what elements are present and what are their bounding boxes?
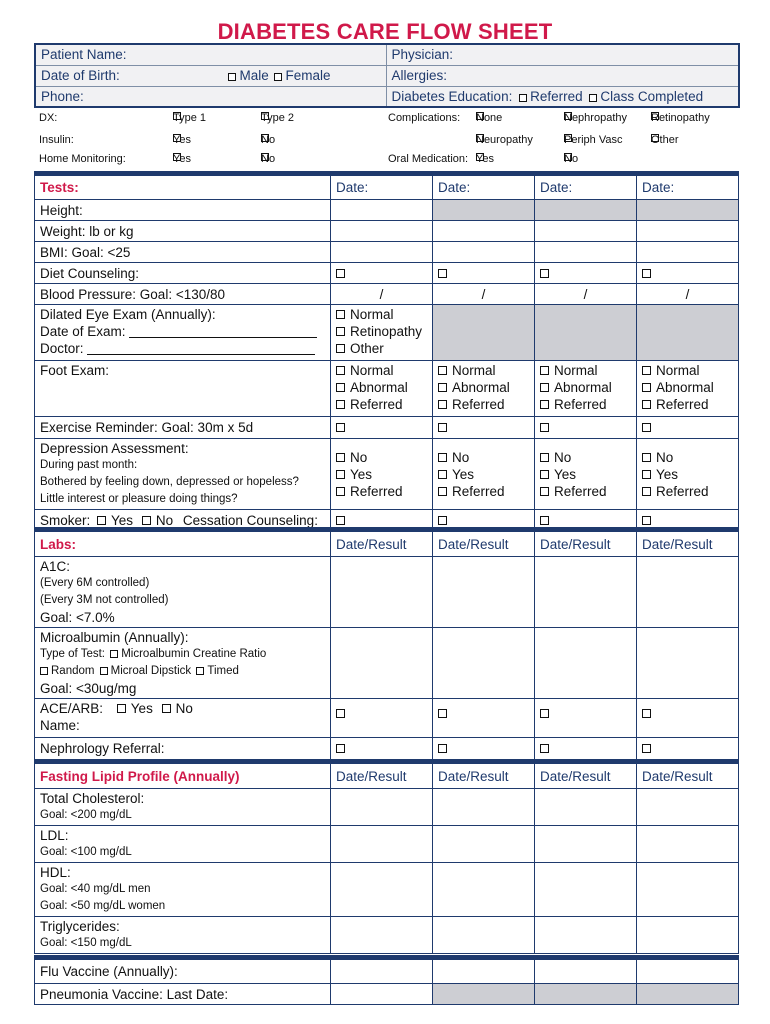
entry-cell[interactable] <box>331 958 433 984</box>
exercise-checkbox[interactable] <box>642 423 651 432</box>
bmi-label: BMI: Goal: <25 <box>35 242 331 263</box>
depression-title: Depression Assessment: <box>40 441 189 456</box>
foot-abnormal-checkbox[interactable] <box>642 383 651 392</box>
male-checkbox[interactable] <box>228 73 236 81</box>
oral-medication-label: Oral Medication: <box>388 153 469 165</box>
dx-label: DX: <box>39 112 58 124</box>
entry-cell[interactable] <box>331 789 433 826</box>
triglycerides-cell: Triglycerides: Goal: <150 mg/dL <box>35 917 331 954</box>
labs-header: Labs: <box>35 530 331 557</box>
ace-arb-label: ACE/ARB: <box>40 701 104 716</box>
cholesterol-cell: Total Cholesterol: Goal: <200 mg/dL <box>35 789 331 826</box>
insulin-label: Insulin: <box>39 134 74 146</box>
entry-cell[interactable] <box>433 958 535 984</box>
ace-checkbox[interactable] <box>540 709 549 718</box>
foot-referred-checkbox[interactable] <box>540 400 549 409</box>
blood-pressure-label: Blood Pressure: Goal: <130/80 <box>35 284 331 305</box>
entry-cell[interactable] <box>433 557 535 628</box>
patient-info-table <box>34 43 740 108</box>
a1c-title: A1C: <box>40 559 71 574</box>
entry-cell[interactable] <box>637 557 739 628</box>
depression-referred-checkbox[interactable] <box>336 487 345 496</box>
depression-options: No Yes Referred <box>433 439 535 510</box>
lipid-header: Fasting Lipid Profile (Annually) <box>35 762 331 789</box>
a1c-cell: A1C: (Every 6M controlled) (Every 3M not controlled) Goal: <7.0% <box>35 557 331 628</box>
flu-vaccine-label: Flu Vaccine (Annually): <box>35 958 331 984</box>
entry-cell[interactable] <box>433 863 535 917</box>
diet-checkbox[interactable] <box>438 269 447 278</box>
ace-checkbox[interactable] <box>336 709 345 718</box>
patient-name-field[interactable]: Patient Name: <box>35 44 386 65</box>
education-referred-checkbox[interactable] <box>519 94 527 102</box>
exercise-checkbox[interactable] <box>438 423 447 432</box>
lipid-table <box>34 759 739 954</box>
date-result-header: Date/Result <box>535 530 637 557</box>
eye-retinopathy-checkbox[interactable] <box>336 327 345 336</box>
entry-cell[interactable] <box>331 557 433 628</box>
foot-normal-checkbox[interactable] <box>336 366 345 375</box>
nephrology-referral-label: Nephrology Referral: <box>35 738 331 760</box>
depression-cell: Depression Assessment: During past month: Bothered by feeling down, depressed or hopeless? Little interest or pleasure doing things? <box>35 439 331 510</box>
bp-entry[interactable]: / <box>637 284 739 305</box>
depression-yes-checkbox[interactable] <box>642 470 651 479</box>
physician-field[interactable]: Physician: <box>386 44 739 65</box>
eye-exam-options: Normal Retinopathy Other <box>331 305 433 361</box>
date-result-header: Date/Result <box>637 762 739 789</box>
hdl-cell: HDL: Goal: <40 mg/dL men Goal: <50 mg/dL women <box>35 863 331 917</box>
gender-options: Male Female <box>228 68 330 83</box>
foot-abnormal-checkbox[interactable] <box>336 383 345 392</box>
entry-cell[interactable] <box>331 826 433 863</box>
nephrology-checkbox[interactable] <box>336 744 345 753</box>
nephrology-checkbox[interactable] <box>438 744 447 753</box>
complications-label: Complications: <box>388 112 461 124</box>
entry-cell[interactable] <box>433 221 535 242</box>
home-monitoring-label: Home Monitoring: <box>39 153 126 165</box>
class-completed-checkbox[interactable] <box>589 94 597 102</box>
entry-cell[interactable] <box>535 557 637 628</box>
dipstick-checkbox[interactable] <box>100 667 108 675</box>
entry-cell[interactable] <box>535 826 637 863</box>
clinical-info-block: DX: Type 1 Type 2 Complications: None Nephropathy Retinopathy Insulin: Yes No Neuropathy Periph Vasc Other Home Monitoring: Yes No Oral Medication: Yes No <box>39 112 710 165</box>
foot-normal-checkbox[interactable] <box>642 366 651 375</box>
diabetes-education-field: Diabetes Education: Referred Class Completed <box>386 86 739 107</box>
bp-entry[interactable]: / <box>535 284 637 305</box>
depression-yes-checkbox[interactable] <box>336 470 345 479</box>
entry-cell[interactable] <box>331 863 433 917</box>
foot-exam-options: Normal Abnormal Referred <box>331 361 433 417</box>
entry-cell[interactable] <box>331 984 433 1005</box>
entry-cell[interactable] <box>637 221 739 242</box>
pneumonia-vaccine-label: Pneumonia Vaccine: Last Date: <box>35 984 331 1005</box>
entry-cell[interactable] <box>331 917 433 954</box>
entry-cell[interactable] <box>637 628 739 699</box>
diet-checkbox[interactable] <box>642 269 651 278</box>
entry-cell[interactable] <box>535 242 637 263</box>
eye-exam-title: Dilated Eye Exam (Annually): <box>40 307 216 322</box>
entry-cell[interactable] <box>331 221 433 242</box>
entry-cell[interactable] <box>331 628 433 699</box>
microalbumin-goal: Goal: <30ug/mg <box>40 681 137 696</box>
depression-yes-checkbox[interactable] <box>540 470 549 479</box>
smoker-label: Smoker: <box>40 513 91 528</box>
shaded-cell <box>637 305 739 361</box>
diet-counseling-label: Diet Counseling: <box>35 263 331 284</box>
shaded-cell <box>433 984 535 1005</box>
date-result-header: Date/Result <box>535 762 637 789</box>
foot-exam-label: Foot Exam: <box>35 361 331 417</box>
ace-checkbox[interactable] <box>438 709 447 718</box>
smoker-yes-checkbox[interactable] <box>97 516 106 525</box>
vaccines-table <box>34 955 739 1005</box>
shaded-cell <box>433 305 535 361</box>
depression-no-checkbox[interactable] <box>438 453 447 462</box>
date-result-header: Date/Result <box>331 530 433 557</box>
exercise-reminder-label: Exercise Reminder: Goal: 30m x 5d <box>35 417 331 439</box>
microalbumin-title: Microalbumin (Annually): <box>40 630 189 645</box>
allergies-field[interactable]: Allergies: <box>386 65 739 86</box>
depression-options: No Yes Referred <box>637 439 739 510</box>
smoker-cell: Smoker: Yes No Cessation Counseling: <box>35 510 331 532</box>
entry-cell[interactable] <box>433 789 535 826</box>
shaded-cell <box>637 984 739 1005</box>
bp-entry[interactable]: / <box>433 284 535 305</box>
nephrology-checkbox[interactable] <box>540 744 549 753</box>
date-result-header: Date/Result <box>331 762 433 789</box>
date-column-header: Date: <box>535 174 637 200</box>
ace-yes-checkbox[interactable] <box>117 704 126 713</box>
date-column-header: Date: <box>433 174 535 200</box>
cessation-label: Cessation Counseling: <box>182 513 318 528</box>
height-label: Height: <box>35 200 331 221</box>
date-column-header: Date: <box>637 174 739 200</box>
diet-checkbox[interactable] <box>336 269 345 278</box>
eye-doctor-line[interactable] <box>87 343 315 355</box>
ace-no-checkbox[interactable] <box>162 704 171 713</box>
entry-cell[interactable] <box>637 863 739 917</box>
depression-yes-checkbox[interactable] <box>438 470 447 479</box>
date-result-header: Date/Result <box>433 530 535 557</box>
foot-exam-options: Normal Abnormal Referred <box>433 361 535 417</box>
nephrology-checkbox[interactable] <box>642 744 651 753</box>
a1c-goal: Goal: <7.0% <box>40 610 115 625</box>
depression-referred-checkbox[interactable] <box>540 487 549 496</box>
shaded-cell <box>433 200 535 221</box>
entry-cell[interactable] <box>637 826 739 863</box>
entry-cell[interactable] <box>433 628 535 699</box>
eye-normal-checkbox[interactable] <box>336 310 345 319</box>
microalbumin-cell: Microalbumin (Annually): Type of Test: Microalbumin Creatine Ratio Random Microal Dipstick Timed Goal: <30ug/mg <box>35 628 331 699</box>
date-result-header: Date/Result <box>637 530 739 557</box>
foot-normal-checkbox[interactable] <box>540 366 549 375</box>
ace-name-label: Name: <box>40 718 80 733</box>
eye-exam-date-line[interactable] <box>129 326 317 338</box>
entry-cell[interactable] <box>535 917 637 954</box>
labs-table <box>34 527 739 760</box>
foot-abnormal-checkbox[interactable] <box>438 383 447 392</box>
phone-field[interactable]: Phone: <box>35 86 386 107</box>
smoker-no-checkbox[interactable] <box>142 516 151 525</box>
depression-referred-checkbox[interactable] <box>438 487 447 496</box>
depression-no-checkbox[interactable] <box>336 453 345 462</box>
exercise-checkbox[interactable] <box>336 423 345 432</box>
foot-referred-checkbox[interactable] <box>336 400 345 409</box>
entry-cell[interactable] <box>637 917 739 954</box>
entry-cell[interactable] <box>535 863 637 917</box>
entry-cell[interactable] <box>433 826 535 863</box>
depression-referred-checkbox[interactable] <box>642 487 651 496</box>
cessation-checkbox[interactable] <box>336 516 345 525</box>
shaded-cell <box>535 200 637 221</box>
diet-checkbox[interactable] <box>540 269 549 278</box>
ldl-cell: LDL: Goal: <100 mg/dL <box>35 826 331 863</box>
foot-normal-checkbox[interactable] <box>438 366 447 375</box>
timed-checkbox[interactable] <box>196 667 204 675</box>
random-checkbox[interactable] <box>40 667 48 675</box>
bp-entry[interactable]: / <box>331 284 433 305</box>
entry-cell[interactable] <box>433 242 535 263</box>
foot-referred-checkbox[interactable] <box>438 400 447 409</box>
shaded-cell <box>535 984 637 1005</box>
form-title: DIABETES CARE FLOW SHEET <box>217 19 553 44</box>
entry-cell[interactable] <box>637 958 739 984</box>
depression-options: No Yes Referred <box>535 439 637 510</box>
shaded-cell <box>637 200 739 221</box>
cessation-checkbox[interactable] <box>540 516 549 525</box>
foot-exam-options: Normal Abnormal Referred <box>535 361 637 417</box>
ratio-checkbox[interactable] <box>110 650 118 658</box>
entry-cell[interactable] <box>535 958 637 984</box>
foot-exam-options: Normal Abnormal Referred <box>637 361 739 417</box>
exercise-checkbox[interactable] <box>540 423 549 432</box>
ace-checkbox[interactable] <box>642 709 651 718</box>
entry-cell[interactable] <box>637 242 739 263</box>
female-checkbox[interactable] <box>274 73 282 81</box>
entry-cell[interactable] <box>331 200 433 221</box>
depression-no-checkbox[interactable] <box>540 453 549 462</box>
entry-cell[interactable] <box>433 917 535 954</box>
foot-referred-checkbox[interactable] <box>642 400 651 409</box>
depression-no-checkbox[interactable] <box>642 453 651 462</box>
tests-header: Tests: <box>35 174 331 200</box>
dob-field[interactable]: Date of Birth: Male Female <box>35 65 386 86</box>
entry-cell[interactable] <box>535 628 637 699</box>
entry-cell[interactable] <box>535 221 637 242</box>
ace-arb-cell: ACE/ARB: Yes No Name: <box>35 699 331 738</box>
depression-options: No Yes Referred <box>331 439 433 510</box>
entry-cell[interactable] <box>331 242 433 263</box>
eye-exam-cell <box>35 305 331 361</box>
cessation-checkbox[interactable] <box>438 516 447 525</box>
eye-exam-date-label: Date of Exam: <box>40 324 126 339</box>
entry-cell[interactable] <box>637 789 739 826</box>
tests-table <box>34 171 739 532</box>
eye-doctor-label: Doctor: <box>40 341 84 356</box>
cessation-checkbox[interactable] <box>642 516 651 525</box>
weight-label: Weight: lb or kg <box>35 221 331 242</box>
eye-other-checkbox[interactable] <box>336 344 345 353</box>
foot-abnormal-checkbox[interactable] <box>540 383 549 392</box>
date-result-header: Date/Result <box>433 762 535 789</box>
date-column-header: Date: <box>331 174 433 200</box>
entry-cell[interactable] <box>535 789 637 826</box>
shaded-cell <box>535 305 637 361</box>
